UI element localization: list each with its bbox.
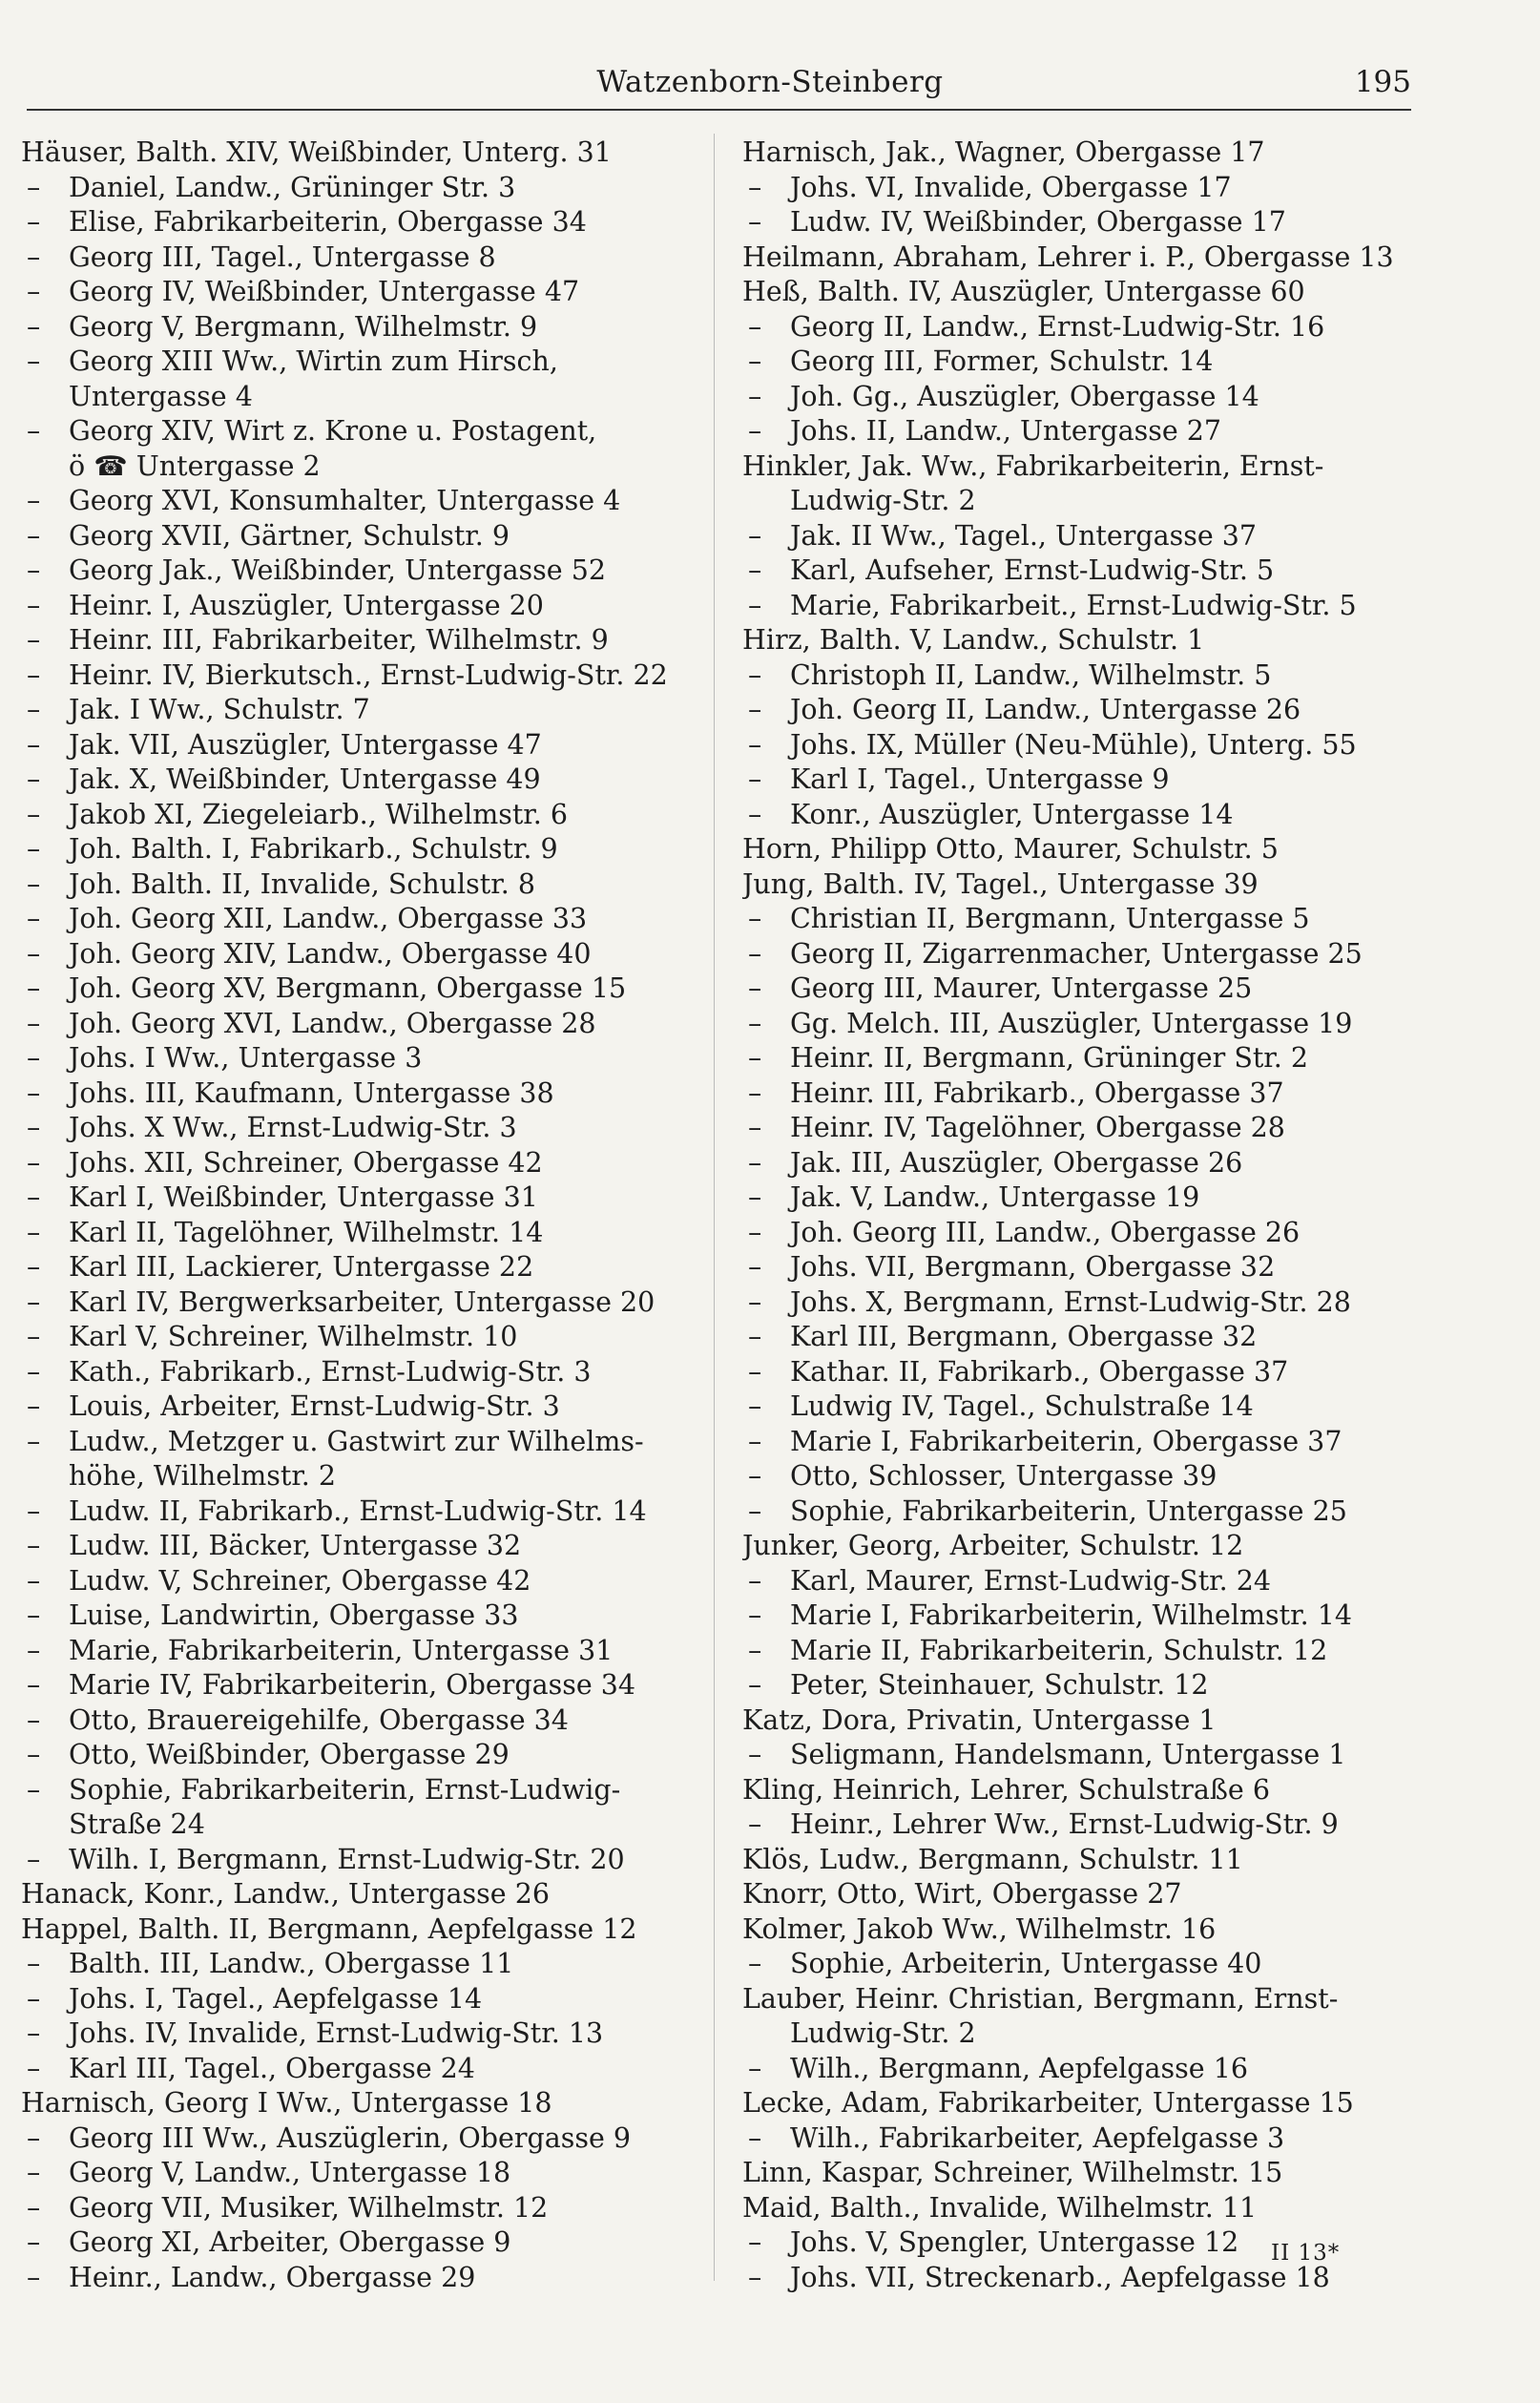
entry-continuation: Ludwig-Str. 2 xyxy=(790,485,976,516)
entry-continuation: Straße 24 xyxy=(69,1808,205,1840)
directory-subentry: – Marie IV, Fabrikarbeiterin, Obergasse 34 xyxy=(21,1668,697,1703)
directory-entry: Kling, Heinrich, Lehrer, Schulstraße 6 xyxy=(742,1773,1270,1806)
directory-subentry: – Kath., Fabrikarb., Ernst-Ludwig-Str. 3 xyxy=(21,1355,697,1390)
directory-subentry: – Otto, Brauereigehilfe, Obergasse 34 xyxy=(21,1703,697,1739)
directory-subentry: – Kathar. II, Fabrikarb., Obergasse 37 xyxy=(742,1355,1426,1390)
directory-subentry: – Joh. Balth. II, Invalide, Schulstr. 8 xyxy=(21,867,697,903)
directory-entry: Lauber, Heinr. Christian, Bergmann, Ernst- xyxy=(742,1982,1339,2015)
directory-subentry: – Georg IV, Weißbinder, Untergasse 47 xyxy=(21,275,697,310)
directory-subentry: – Wilh., Bergmann, Aepfelgasse 16 xyxy=(742,2052,1426,2087)
directory-subentry: – Johs. X, Bergmann, Ernst-Ludwig-Str. 28 xyxy=(742,1285,1426,1321)
directory-subentry: – Ludw. IV, Weißbinder, Obergasse 17 xyxy=(742,205,1426,240)
directory-entry: Jung, Balth. IV, Tagel., Untergasse 39 xyxy=(742,867,1259,900)
directory-entry: Knorr, Otto, Wirt, Obergasse 27 xyxy=(742,1878,1182,1910)
directory-subentry: – Joh. Georg II, Landw., Untergasse 26 xyxy=(742,693,1426,728)
directory-entry: Heilmann, Abraham, Lehrer i. P., Obergasse 13 xyxy=(742,240,1394,273)
directory-subentry: – Christoph II, Landw., Wilhelmstr. 5 xyxy=(742,658,1426,694)
page-number: 195 xyxy=(1354,65,1411,99)
directory-subentry: – Heinr. III, Fabrikarb., Obergasse 37 xyxy=(742,1076,1426,1112)
directory-subentry: – Johs. VII, Streckenarb., Aepfelgasse 18 xyxy=(742,2261,1426,2296)
directory-entry: Hinkler, Jak. Ww., Fabrikarbeiterin, Ernst- xyxy=(742,449,1324,482)
directory-subentry: – Marie I, Fabrikarbeiterin, Obergasse 37 xyxy=(742,1425,1426,1460)
directory-subentry: – Ludw. II, Fabrikarb., Ernst-Ludwig-Str. 14 xyxy=(21,1494,697,1530)
directory-subentry: – Sophie, Arbeiterin, Untergasse 40 xyxy=(742,1947,1426,1982)
directory-subentry: – Jak. III, Auszügler, Obergasse 26 xyxy=(742,1146,1426,1181)
directory-entry: Hanack, Konr., Landw., Untergasse 26 xyxy=(21,1878,550,1910)
directory-subentry: – Jak. VII, Auszügler, Untergasse 47 xyxy=(21,728,697,763)
directory-subentry: – Johs. X Ww., Ernst-Ludwig-Str. 3 xyxy=(21,1111,697,1146)
directory-subentry: – Johs. II, Landw., Untergasse 27 xyxy=(742,414,1426,449)
directory-subentry: – Wilh. I, Bergmann, Ernst-Ludwig-Str. 20 xyxy=(21,1843,697,1878)
directory-subentry: – Georg V, Bergmann, Wilhelmstr. 9 xyxy=(21,310,697,345)
directory-subentry: – Johs. III, Kaufmann, Untergasse 38 xyxy=(21,1076,697,1112)
directory-subentry: – Karl II, Tagelöhner, Wilhelmstr. 14 xyxy=(21,1216,697,1251)
directory-subentry: – Jak. V, Landw., Untergasse 19 xyxy=(742,1181,1426,1216)
directory-entry: Junker, Georg, Arbeiter, Schulstr. 12 xyxy=(742,1530,1244,1561)
directory-subentry: – Sophie, Fabrikarbeiterin, Ernst-Ludwig- xyxy=(21,1773,697,1808)
directory-subentry: – Elise, Fabrikarbeiterin, Obergasse 34 xyxy=(21,205,697,240)
directory-subentry: – Ludw. III, Bäcker, Untergasse 32 xyxy=(21,1529,697,1564)
directory-subentry: – Johs. IX, Müller (Neu-Mühle), Unterg. 55 xyxy=(742,728,1426,763)
directory-entry: Heß, Balth. IV, Auszügler, Untergasse 60 xyxy=(742,276,1305,307)
column-divider xyxy=(714,134,715,2281)
directory-subentry: – Marie, Fabrikarbeit., Ernst-Ludwig-Str. 5 xyxy=(742,589,1426,624)
directory-subentry: – Karl V, Schreiner, Wilhelmstr. 10 xyxy=(21,1320,697,1355)
directory-subentry: – Karl III, Bergmann, Obergasse 32 xyxy=(742,1320,1426,1355)
directory-subentry: – Johs. XII, Schreiner, Obergasse 42 xyxy=(21,1146,697,1181)
directory-subentry: – Marie, Fabrikarbeiterin, Untergasse 31 xyxy=(21,1634,697,1669)
directory-subentry: – Joh. Gg., Auszügler, Obergasse 14 xyxy=(742,380,1426,415)
directory-subentry: – Georg XIV, Wirt z. Krone u. Postagent, xyxy=(21,414,697,449)
directory-subentry: – Karl, Maurer, Ernst-Ludwig-Str. 24 xyxy=(742,1564,1426,1599)
directory-subentry: – Johs. I, Tagel., Aepfelgasse 14 xyxy=(21,1982,697,2017)
directory-subentry: – Georg V, Landw., Untergasse 18 xyxy=(21,2156,697,2191)
directory-subentry: – Christian II, Bergmann, Untergasse 5 xyxy=(742,902,1426,937)
directory-subentry: – Jak. X, Weißbinder, Untergasse 49 xyxy=(21,763,697,798)
directory-subentry: – Seligmann, Handelsmann, Untergasse 1 xyxy=(742,1738,1426,1773)
directory-subentry: – Georg II, Zigarrenmacher, Untergasse 25 xyxy=(742,937,1426,972)
directory-subentry: – Joh. Georg XVI, Landw., Obergasse 28 xyxy=(21,1007,697,1042)
directory-subentry: – Joh. Georg III, Landw., Obergasse 26 xyxy=(742,1216,1426,1251)
directory-subentry: – Georg III Ww., Auszüglerin, Obergasse 9 xyxy=(21,2121,697,2157)
directory-subentry: – Balth. III, Landw., Obergasse 11 xyxy=(21,1947,697,1982)
signature-mark: II 13* xyxy=(1271,2241,1341,2266)
directory-subentry: – Marie II, Fabrikarbeiterin, Schulstr. 12 xyxy=(742,1634,1426,1669)
right-column xyxy=(742,136,1426,2295)
directory-entry: Happel, Balth. II, Bergmann, Aepfelgasse 12 xyxy=(21,1912,637,1945)
directory-subentry: – Johs. VII, Bergmann, Obergasse 32 xyxy=(742,1250,1426,1285)
directory-subentry: – Georg II, Landw., Ernst-Ludwig-Str. 16 xyxy=(742,310,1426,345)
entry-continuation: Untergasse 4 xyxy=(69,380,253,412)
directory-entry: Hirz, Balth. V, Landw., Schulstr. 1 xyxy=(742,624,1205,656)
directory-subentry: – Ludw., Metzger u. Gastwirt zur Wilhelms- xyxy=(21,1425,697,1460)
page-header xyxy=(0,65,1540,115)
directory-entry: Linn, Kaspar, Schreiner, Wilhelmstr. 15 xyxy=(742,2157,1283,2188)
directory-entry: Harnisch, Jak., Wagner, Obergasse 17 xyxy=(742,136,1265,168)
directory-subentry: – Joh. Balth. I, Fabrikarb., Schulstr. 9 xyxy=(21,832,697,867)
directory-subentry: – Heinr. I, Auszügler, Untergasse 20 xyxy=(21,589,697,624)
directory-subentry: – Johs. IV, Invalide, Ernst-Ludwig-Str. 13 xyxy=(21,2016,697,2052)
directory-subentry: – Heinr. IV, Tagelöhner, Obergasse 28 xyxy=(742,1111,1426,1146)
directory-subentry: – Karl I, Weißbinder, Untergasse 31 xyxy=(21,1181,697,1216)
directory-entry: Maid, Balth., Invalide, Wilhelmstr. 11 xyxy=(742,2191,1258,2224)
directory-subentry: – Georg XVII, Gärtner, Schulstr. 9 xyxy=(21,519,697,554)
directory-subentry: – Ludwig IV, Tagel., Schulstraße 14 xyxy=(742,1390,1426,1425)
directory-subentry: – Jak. I Ww., Schulstr. 7 xyxy=(21,693,697,728)
directory-subentry: – Georg VII, Musiker, Wilhelmstr. 12 xyxy=(21,2191,697,2226)
directory-subentry: – Georg III, Tagel., Untergasse 8 xyxy=(21,240,697,276)
directory-entry: Kolmer, Jakob Ww., Wilhelmstr. 16 xyxy=(742,1912,1217,1945)
directory-subentry: – Karl III, Tagel., Obergasse 24 xyxy=(21,2052,697,2087)
directory-subentry: – Georg III, Maurer, Untergasse 25 xyxy=(742,972,1426,1007)
directory-subentry: – Georg XI, Arbeiter, Obergasse 9 xyxy=(21,2225,697,2261)
directory-subentry: – Johs. V, Spengler, Untergasse 12 xyxy=(742,2225,1426,2261)
directory-subentry: – Heinr. IV, Bierkutsch., Ernst-Ludwig-Str. 22 xyxy=(21,658,697,694)
directory-subentry: – Konr., Auszügler, Untergasse 14 xyxy=(742,798,1426,833)
directory-subentry: – Jakob XI, Ziegeleiarb., Wilhelmstr. 6 xyxy=(21,798,697,833)
directory-subentry: – Johs. I Ww., Untergasse 3 xyxy=(21,1041,697,1076)
directory-entry: Häuser, Balth. XIV, Weißbinder, Unterg. 31 xyxy=(21,136,612,168)
directory-subentry: – Georg Jak., Weißbinder, Untergasse 52 xyxy=(21,554,697,589)
directory-subentry: – Jak. II Ww., Tagel., Untergasse 37 xyxy=(742,519,1426,554)
directory-subentry: – Sophie, Fabrikarbeiterin, Untergasse 25 xyxy=(742,1494,1426,1530)
entry-continuation: höhe, Wilhelmstr. 2 xyxy=(69,1460,337,1492)
directory-subentry: – Georg XIII Ww., Wirtin zum Hirsch, xyxy=(21,345,697,380)
directory-entry: Harnisch, Georg I Ww., Untergasse 18 xyxy=(21,2087,552,2119)
directory-subentry: – Joh. Georg XII, Landw., Obergasse 33 xyxy=(21,902,697,937)
entry-continuation: Ludwig-Str. 2 xyxy=(790,2017,976,2049)
directory-entry: Horn, Philipp Otto, Maurer, Schulstr. 5 xyxy=(742,833,1279,865)
directory-subentry: – Marie I, Fabrikarbeiterin, Wilhelmstr. 14 xyxy=(742,1599,1426,1634)
directory-subentry: – Heinr. II, Bergmann, Grüninger Str. 2 xyxy=(742,1041,1426,1076)
directory-subentry: – Wilh., Fabrikarbeiter, Aepfelgasse 3 xyxy=(742,2121,1426,2157)
directory-subentry: – Heinr., Landw., Obergasse 29 xyxy=(21,2261,697,2296)
running-title: Watzenborn-Steinberg xyxy=(596,65,944,99)
directory-subentry: – Daniel, Landw., Grüninger Str. 3 xyxy=(21,171,697,206)
directory-subentry: – Ludw. V, Schreiner, Obergasse 42 xyxy=(21,1564,697,1599)
directory-subentry: – Joh. Georg XIV, Landw., Obergasse 40 xyxy=(21,937,697,972)
entry-continuation: ö ☎ Untergasse 2 xyxy=(69,449,321,482)
directory-entry: Klös, Ludw., Bergmann, Schulstr. 11 xyxy=(742,1843,1243,1875)
directory-subentry: – Otto, Weißbinder, Obergasse 29 xyxy=(21,1738,697,1773)
directory-subentry: – Peter, Steinhauer, Schulstr. 12 xyxy=(742,1668,1426,1703)
directory-subentry: – Johs. VI, Invalide, Obergasse 17 xyxy=(742,171,1426,206)
directory-subentry: – Joh. Georg XV, Bergmann, Obergasse 15 xyxy=(21,972,697,1007)
directory-subentry: – Karl IV, Bergwerksarbeiter, Untergasse 20 xyxy=(21,1285,697,1321)
directory-subentry: – Georg III, Former, Schulstr. 14 xyxy=(742,345,1426,380)
directory-entry: Katz, Dora, Privatin, Untergasse 1 xyxy=(742,1703,1217,1736)
directory-subentry: – Georg XVI, Konsumhalter, Untergasse 4 xyxy=(21,484,697,519)
directory-subentry: – Karl III, Lackierer, Untergasse 22 xyxy=(21,1250,697,1285)
directory-subentry: – Gg. Melch. III, Auszügler, Untergasse 19 xyxy=(742,1007,1426,1042)
directory-entry: Lecke, Adam, Fabrikarbeiter, Untergasse 15 xyxy=(742,2087,1354,2119)
directory-subentry: – Luise, Landwirtin, Obergasse 33 xyxy=(21,1599,697,1634)
directory-subentry: – Heinr., Lehrer Ww., Ernst-Ludwig-Str. 9 xyxy=(742,1807,1426,1843)
left-column xyxy=(21,136,697,2295)
directory-subentry: – Karl, Aufseher, Ernst-Ludwig-Str. 5 xyxy=(742,554,1426,589)
directory-subentry: – Otto, Schlosser, Untergasse 39 xyxy=(742,1459,1426,1494)
directory-subentry: – Heinr. III, Fabrikarbeiter, Wilhelmstr. 9 xyxy=(21,623,697,658)
header-rule xyxy=(27,109,1411,111)
directory-subentry: – Karl I, Tagel., Untergasse 9 xyxy=(742,763,1426,798)
directory-subentry: – Louis, Arbeiter, Ernst-Ludwig-Str. 3 xyxy=(21,1390,697,1425)
